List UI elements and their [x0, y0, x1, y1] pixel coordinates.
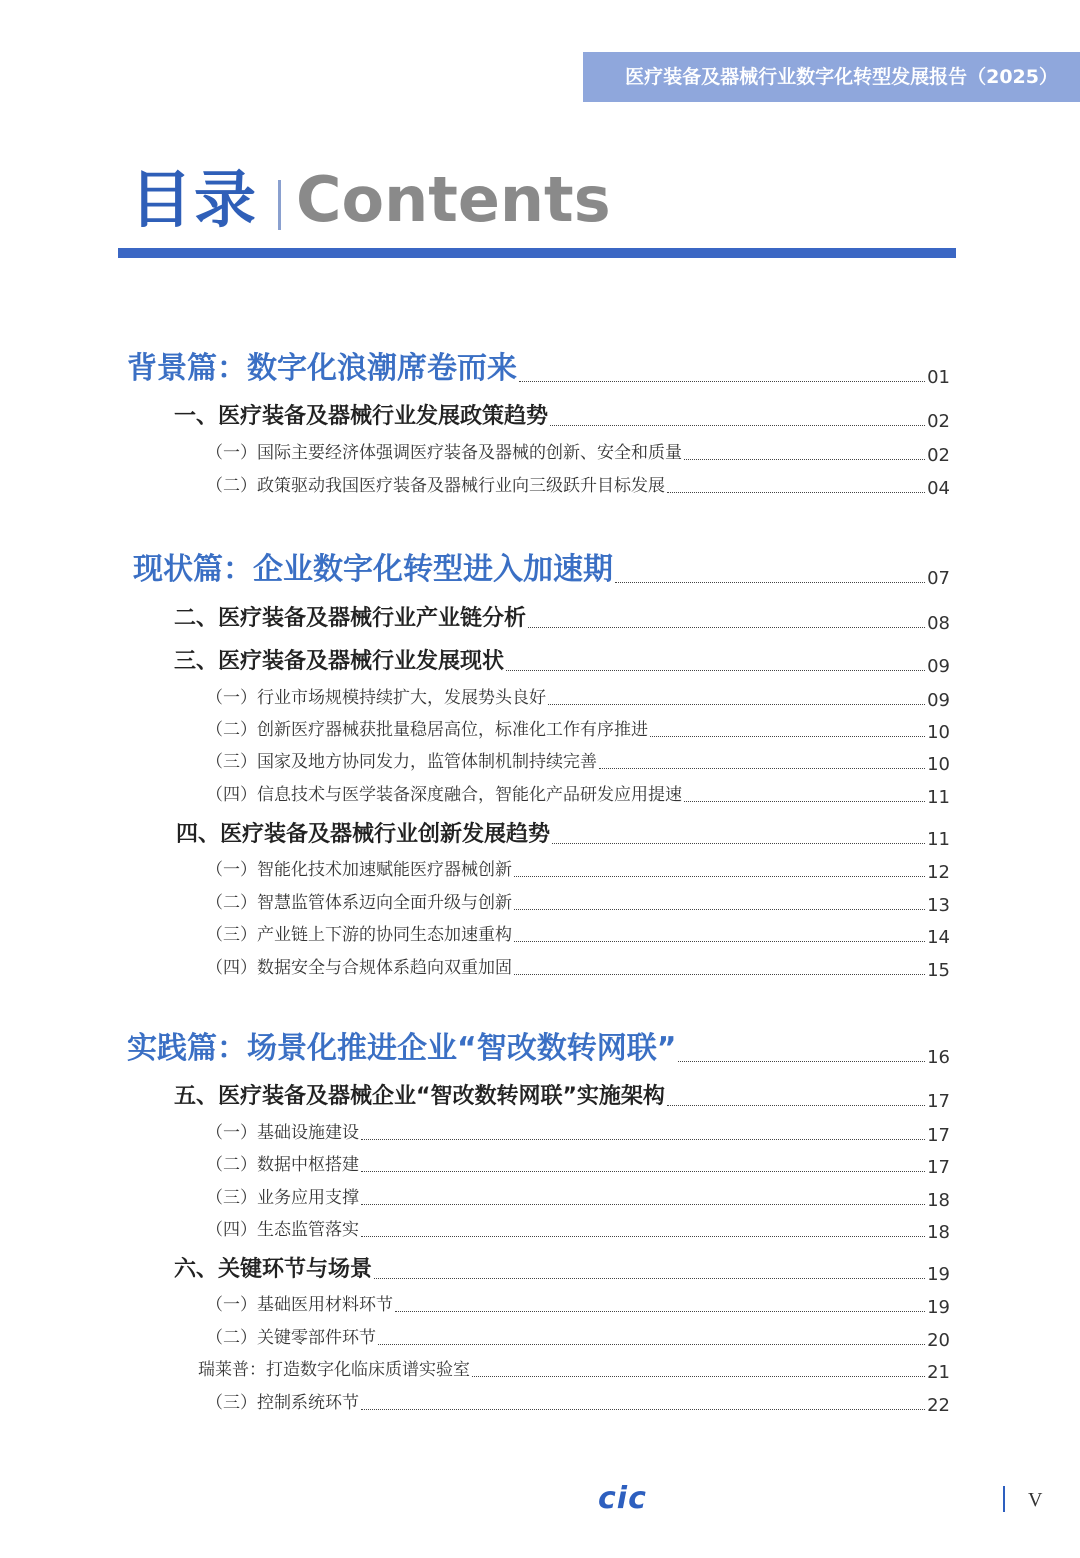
toc-page-number: 07 — [927, 568, 950, 589]
toc-entry-title: （一）基础设施建设 — [206, 1123, 359, 1143]
toc-leader — [615, 582, 925, 583]
title-divider — [278, 180, 281, 230]
toc-page-number: 22 — [927, 1395, 950, 1416]
toc-entry-title: （四）生态监管落实 — [206, 1220, 359, 1240]
toc-page-number: 20 — [927, 1330, 950, 1351]
toc-entry-section[interactable] — [206, 955, 950, 981]
toc-page-number: 09 — [927, 656, 950, 677]
toc-entry-section[interactable] — [206, 1390, 950, 1416]
toc-entry-section[interactable] — [206, 685, 950, 711]
toc-entry-title: （二）数据中枢搭建 — [206, 1155, 359, 1175]
toc-entry-section[interactable] — [206, 782, 950, 808]
toc-leader — [361, 1171, 925, 1172]
toc-leader — [548, 704, 925, 705]
toc-entry-title: （三）控制系统环节 — [206, 1393, 359, 1413]
toc-page-number: 19 — [927, 1297, 950, 1318]
toc-page-number: 11 — [927, 829, 950, 850]
toc-entry-title: 背景篇：数字化浪潮席卷而来 — [127, 351, 517, 386]
toc-page-number: 01 — [927, 367, 950, 388]
toc-leader — [552, 843, 925, 844]
toc-page-number: 02 — [927, 445, 950, 466]
toc-page-number: 04 — [927, 478, 950, 499]
toc-entry-section[interactable] — [206, 1292, 950, 1318]
toc-leader — [678, 1061, 925, 1062]
toc-entry-title: （一）行业市场规模持续扩大，发展势头良好 — [206, 688, 546, 708]
toc-leader — [361, 1204, 925, 1205]
toc-page-number: 10 — [927, 722, 950, 743]
toc-page-number: 16 — [927, 1047, 950, 1068]
toc-leader — [472, 1376, 925, 1377]
toc-page-number: 17 — [927, 1091, 950, 1112]
toc-entry-chapter[interactable] — [174, 647, 950, 677]
toc-entry-title: （一）国际主要经济体强调医疗装备及器械的创新、安全和质量 — [206, 443, 682, 463]
toc-leader — [378, 1344, 925, 1345]
toc-page-number: 19 — [927, 1264, 950, 1285]
toc-leader — [684, 801, 925, 802]
toc-page-number: 09 — [927, 690, 950, 711]
toc-entry-title: （四）数据安全与合规体系趋向双重加固 — [206, 958, 512, 978]
toc-entry-part[interactable] — [133, 551, 950, 589]
toc-entry-title: （二）创新医疗器械获批量稳居高位，标准化工作有序推进 — [206, 720, 648, 740]
header-band — [583, 52, 1080, 102]
toc-leader — [519, 381, 925, 382]
toc-entry-title: （二）智慧监管体系迈向全面升级与创新 — [206, 893, 512, 913]
toc-leader — [506, 670, 925, 671]
toc-entry-chapter[interactable] — [174, 1255, 950, 1285]
toc-entry-section[interactable] — [206, 890, 950, 916]
toc-leader — [599, 768, 925, 769]
toc-entry-title: （三）产业链上下游的协同生态加速重构 — [206, 925, 512, 945]
toc-leader — [514, 974, 925, 975]
toc-entry-title: 五、医疗装备及器械企业“智改数转网联”实施架构 — [174, 1084, 665, 1109]
toc-entry-section[interactable] — [206, 1152, 950, 1178]
toc-entry-chapter[interactable] — [174, 604, 950, 634]
toc-page-number: 21 — [927, 1362, 950, 1383]
toc-page-number: 13 — [927, 895, 950, 916]
toc-entry-part[interactable] — [127, 1030, 950, 1068]
toc-page-number: 18 — [927, 1222, 950, 1243]
title-underline — [118, 248, 956, 258]
toc-leader — [361, 1236, 925, 1237]
footer-divider — [1003, 1486, 1005, 1512]
toc-entry-part[interactable] — [127, 350, 950, 388]
toc-page-number: 11 — [927, 787, 950, 808]
toc-entry-section[interactable] — [206, 1120, 950, 1146]
toc-entry-title: （三）业务应用支撑 — [206, 1188, 359, 1208]
toc-leader — [361, 1139, 925, 1140]
toc-entry-title: 现状篇：企业数字化转型进入加速期 — [133, 552, 613, 587]
toc-entry-title: 四、医疗装备及器械行业创新发展趋势 — [176, 822, 551, 847]
toc-entry-section[interactable] — [206, 857, 950, 883]
toc-leader — [514, 941, 925, 942]
toc-entry-title: 一、医疗装备及器械行业发展政策趋势 — [174, 404, 549, 429]
toc-leader — [395, 1311, 925, 1312]
toc-entry-title: （一）基础医用材料环节 — [206, 1295, 393, 1315]
toc-page-number: 15 — [927, 960, 950, 981]
toc-entry-title: 二、医疗装备及器械行业产业链分析 — [174, 606, 527, 631]
toc-leader — [550, 425, 925, 426]
toc-leader — [528, 627, 925, 628]
toc-entry-title: 三、医疗装备及器械行业发展现状 — [174, 649, 505, 674]
toc-entry-section[interactable] — [206, 440, 950, 466]
page-number: V — [1028, 1489, 1043, 1511]
toc-leader — [374, 1278, 925, 1279]
toc-page-number: 17 — [927, 1125, 950, 1146]
toc-page-number: 12 — [927, 862, 950, 883]
toc-entry-title: （二）政策驱动我国医疗装备及器械行业向三级跃升目标发展 — [206, 476, 665, 496]
toc-leader — [514, 909, 925, 910]
toc-entry-section[interactable] — [206, 1217, 950, 1243]
toc-entry-section[interactable] — [206, 749, 950, 775]
toc-page-number: 02 — [927, 411, 950, 432]
toc-leader — [684, 459, 925, 460]
toc-entry-chapter[interactable] — [174, 402, 950, 432]
toc-leader — [667, 1105, 925, 1106]
toc-leader — [361, 1409, 925, 1410]
toc-page-number: 08 — [927, 613, 950, 634]
toc-page-number: 14 — [927, 927, 950, 948]
toc-entry-title: （一）智能化技术加速赋能医疗器械创新 — [206, 860, 512, 880]
toc-entry-title: 瑞莱普：打造数字化临床质谱实验室 — [198, 1360, 470, 1380]
toc-entry-title: 六、关键环节与场景 — [174, 1257, 373, 1282]
toc-entry-section[interactable] — [206, 717, 950, 743]
toc-entry-title: 实践篇：场景化推进企业“智改数转网联” — [127, 1031, 677, 1066]
toc-page-number: 10 — [927, 754, 950, 775]
toc-entry-title: （二）关键零部件环节 — [206, 1328, 376, 1348]
toc-entry-title: （四）信息技术与医学装备深度融合，智能化产品研发应用提速 — [206, 785, 682, 805]
toc-entry-section[interactable] — [206, 473, 950, 499]
toc-page-number: 18 — [927, 1190, 950, 1211]
toc-entry-title: （三）国家及地方协同发力，监管体制机制持续完善 — [206, 752, 597, 772]
title-en: Contents — [296, 163, 611, 236]
title-cn: 目录 — [130, 163, 259, 236]
toc-entry-chapter[interactable] — [176, 820, 950, 850]
toc-page-number: 17 — [927, 1157, 950, 1178]
report-title: 医疗装备及器械行业数字化转型发展报告（2025） — [625, 66, 1058, 88]
toc-entry-chapter[interactable] — [174, 1082, 950, 1112]
toc-leader — [667, 492, 925, 493]
toc-leader — [650, 736, 925, 737]
toc-entry-section[interactable] — [206, 1325, 950, 1351]
toc-entry-section[interactable] — [206, 922, 950, 948]
cic-logo: cic — [598, 1481, 647, 1516]
toc-entry-case[interactable] — [198, 1357, 950, 1383]
toc-entry-section[interactable] — [206, 1185, 950, 1211]
toc-leader — [514, 876, 925, 877]
